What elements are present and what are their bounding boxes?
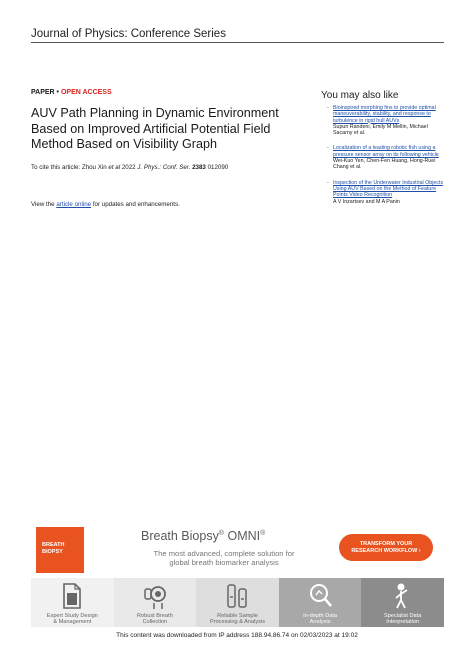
breath-sampler-icon xyxy=(142,581,168,611)
header-divider xyxy=(31,42,444,43)
logo-line1: BREATH xyxy=(42,542,65,548)
paper-label: PAPER xyxy=(31,89,55,96)
citation-number: 012090 xyxy=(205,164,229,171)
step-data-analysis xyxy=(279,578,362,627)
magnifier-icon xyxy=(307,581,333,611)
person-icon xyxy=(389,581,415,611)
article-online-link[interactable]: article online xyxy=(56,201,92,208)
citation-year: 2022 xyxy=(120,164,138,171)
step-data-interpretation xyxy=(361,578,444,627)
ad-title-text: Breath Biopsy xyxy=(141,529,219,543)
step-label: Reliable Sample Processing & Analysis xyxy=(209,613,265,626)
related-dash: - xyxy=(327,105,329,111)
transform-workflow-button[interactable] xyxy=(339,534,433,561)
journal-name: Journal of Physics: Conference Series xyxy=(31,28,226,40)
logo-line2: BIOPSY xyxy=(42,548,63,555)
breath-biopsy-logo xyxy=(36,527,84,573)
sample-processing-icon xyxy=(224,581,250,611)
chevron-right-icon: › xyxy=(418,548,421,554)
related-title-link[interactable]: Localization of a leading robotic fish using a pressure sensor array on its following vehicle xyxy=(333,145,439,158)
view-online-line xyxy=(31,201,180,208)
breath-biopsy-ad[interactable] xyxy=(31,522,444,627)
ad-banner-top xyxy=(31,522,444,578)
workflow-steps xyxy=(31,578,444,627)
cta-line2: RESEARCH WORKFLOW › xyxy=(351,548,421,554)
registered-mark: ® xyxy=(218,529,224,537)
paper-tag-separator: • xyxy=(54,89,61,96)
step-study-design xyxy=(31,578,114,627)
ad-title xyxy=(141,529,265,543)
citation-prefix: To cite this article: Zhou Xin xyxy=(31,164,109,171)
related-dash: - xyxy=(327,179,329,186)
ad-subtitle xyxy=(139,549,309,567)
citation-journal: J. Phys.: Conf. Ser. xyxy=(137,164,191,171)
related-dash: - xyxy=(327,145,329,152)
ad-subtitle-line1: The most advanced, complete solution for xyxy=(153,549,295,558)
related-authors: A V Inzartsev and M A Panin xyxy=(333,198,400,205)
related-item xyxy=(327,105,445,137)
step-label: Expert Study Design & Management xyxy=(46,613,98,626)
step-label: Specialist Data Interpretation xyxy=(384,613,422,626)
citation-volume: 2383 xyxy=(190,164,206,171)
related-authors: Supun Randeni, Emily M Mellin, Michael Sacarny et al. xyxy=(333,123,428,137)
document-icon xyxy=(59,581,85,611)
citation xyxy=(31,163,301,172)
step-sample-processing xyxy=(196,578,279,627)
step-label: Robust Breath Collection xyxy=(137,613,173,626)
related-list xyxy=(327,105,445,214)
related-title-link[interactable]: Bioinspired morphing fins to provide optimal maneuverability, stability, and response to turbulence in rigid hull AUVs xyxy=(333,105,436,124)
paper-tag xyxy=(31,89,112,96)
ad-subtitle-line2: global breath biomarker analysis xyxy=(169,558,279,568)
cta-line1: TRANSFORM YOUR xyxy=(359,541,413,547)
download-notice: This content was downloaded from IP address 188.94.86.74 on 02/03/2023 at 19:02 xyxy=(116,632,358,639)
citation-etal: et al xyxy=(108,164,121,171)
related-authors: Wei-Kuo Yen, Chen-Fen Huang, Hong-Ruei Chang et al. xyxy=(333,158,436,171)
open-access-badge: OPEN ACCESS xyxy=(60,89,112,96)
related-heading: You may also like xyxy=(321,90,399,101)
article-title: AUV Path Planning in Dynamic Environment Based on Improved Artificial Potential Field Method Based on Visibility Graph xyxy=(31,106,279,151)
view-suffix: for updates and enhancements. xyxy=(91,201,180,208)
step-breath-collection xyxy=(114,578,197,627)
related-item xyxy=(327,179,445,205)
registered-mark-2: ® xyxy=(260,529,266,537)
related-item xyxy=(327,145,445,171)
related-title-link[interactable]: Inspection of the Underwater Industrial Objects Using AUV Based on the Method of Feature Points Video Recognition xyxy=(333,179,444,199)
ad-title-omni: OMNI xyxy=(224,529,261,543)
view-prefix: View the xyxy=(31,201,57,208)
step-label: In-depth Data Analysis xyxy=(303,613,338,626)
